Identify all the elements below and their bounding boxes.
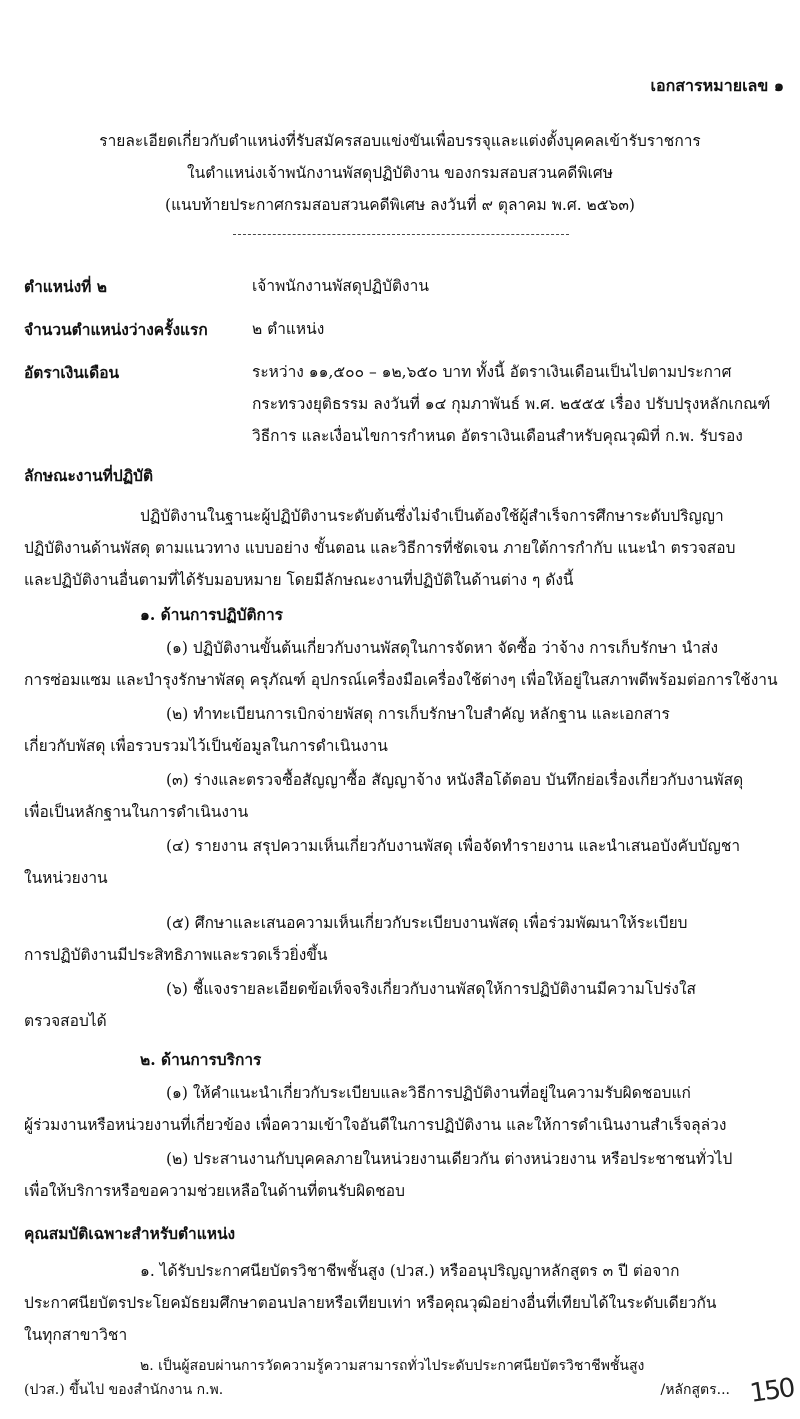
qualification-1-line-3: ในทุกสาขาวิชา xyxy=(24,1326,128,1344)
qualifications-heading: คุณสมบัติเฉพาะสำหรับตำแหน่ง xyxy=(24,1224,236,1243)
job-nature-heading: ลักษณะงานที่ปฏิบัติ xyxy=(24,466,154,485)
salary-label: อัตราเงินเดือน xyxy=(24,363,120,382)
qualification-1-line-1: ๑. ได้รับประกาศนียบัตรวิชาชีพชั้นสูง (ปวส.) หรืออนุปริญญาหลักสูตร ๓ ปี ต่อจาก xyxy=(140,1262,680,1280)
job-nature-intro-2: ปฏิบัติงานด้านพัสดุ ตามแนวทาง แบบอย่าง ขั้นตอน และวิธีการที่ชัดเจน ภายใต้การกำกับ แนะนำ ตรวจสอบ xyxy=(24,539,736,557)
salary-line-2: กระทรวงยุติธรรม ลงวันที่ ๑๔ กุมภาพันธ์ พ.ศ. ๒๕๕๕ เรื่อง ปรับปรุงหลักเกณฑ์ xyxy=(252,395,771,413)
operations-item-6-line-2: ตรวจสอบได้ xyxy=(24,1012,107,1030)
document-number: เอกสารหมายเลข ๑ xyxy=(650,76,784,95)
job-nature-intro-3: และปฏิบัติงานอื่นตามที่ได้รับมอบหมาย โดยมีลักษณะงานที่ปฏิบัติในด้านต่าง ๆ ดังนี้ xyxy=(24,571,574,589)
services-item-1-line-1: (๑) ให้คำแนะนำเกี่ยวกับระเบียบและวิธีการปฏิบัติงานที่อยู่ในความรับผิดชอบแก่ xyxy=(166,1084,691,1102)
vacancies-value: ๒ ตำแหน่ง xyxy=(252,320,325,338)
services-item-2-line-1: (๒) ประสานงานกับบุคคลภายในหน่วยงานเดียวกัน ต่างหน่วยงาน หรือประชาชนทั่วไป xyxy=(166,1150,733,1168)
continuation-note: /หลักสูตร... xyxy=(660,1382,730,1398)
operations-item-5-line-1: (๕) ศึกษาและเสนอความเห็นเกี่ยวกับระเบียบงานพัสดุ เพื่อร่วมพัฒนาให้ระเบียบ xyxy=(166,914,688,932)
operations-heading: ๑. ด้านการปฏิบัติการ xyxy=(140,605,283,624)
salary-line-1: ระหว่าง ๑๑,๕๐๐ – ๑๒,๖๕๐ บาท ทั้งนี้ อัตราเงินเดือนเป็นไปตามประกาศ xyxy=(252,363,732,381)
qualification-1-line-2: ประกาศนียบัตรประโยคมัธยมศึกษาตอนปลายหรือเทียบเท่า หรือคุณวุฒิอย่างอื่นที่เทียบได้ในระดับเดียวกัน xyxy=(24,1294,717,1312)
operations-item-3-line-2: เพื่อเป็นหลักฐานในการดำเนินงาน xyxy=(24,803,249,821)
operations-item-3-line-1: (๓) ร่างและตรวจซื้อสัญญาซื้อ สัญญาจ้าง หนังสือโต้ตอบ บันทึกย่อเรื่องเกี่ยวกับงานพัสดุ xyxy=(166,771,744,789)
position-value: เจ้าพนักงานพัสดุปฏิบัติงาน xyxy=(252,277,429,295)
operations-item-6-line-1: (๖) ชี้แจงรายละเอียดข้อเท็จจริงเกี่ยวกับงานพัสดุให้การปฏิบัติงานมีความโปร่งใส xyxy=(166,980,697,998)
header-line-3: (แนบท้ายประกาศกรมสอบสวนคดีพิเศษ ลงวันที่ ๙ ตุลาคม พ.ศ. ๒๕๖๓) xyxy=(165,196,635,214)
handwritten-page-mark: 150 xyxy=(748,1373,796,1409)
vacancies-label: จำนวนตำแหน่งว่างครั้งแรก xyxy=(24,320,208,339)
services-item-2-line-2: เพื่อให้บริการหรือขอความช่วยเหลือในด้านที่ตนรับผิดชอบ xyxy=(24,1182,405,1200)
operations-item-5-line-2: การปฏิบัติงานมีประสิทธิภาพและรวดเร็วยิ่งขึ้น xyxy=(24,946,328,964)
header-line-2: ในตำแหน่งเจ้าพนักงานพัสดุปฏิบัติงาน ของกรมสอบสวนคดีพิเศษ xyxy=(187,164,613,182)
operations-item-1-line-1: (๑) ปฏิบัติงานขั้นต้นเกี่ยวกับงานพัสดุในการจัดหา จัดซื้อ ว่าจ้าง การเก็บรักษา นำส่ง xyxy=(166,639,719,657)
operations-item-2-line-2: เกี่ยวกับพัสดุ เพื่อรวบรวมไว้เป็นข้อมูลในการดำเนินงาน xyxy=(24,737,388,755)
operations-item-4-line-1: (๔) รายงาน สรุปความเห็นเกี่ยวกับงานพัสดุ เพื่อจัดทำรายงาน และนำเสนอบังคับบัญชา xyxy=(166,837,741,855)
operations-item-2-line-1: (๒) ทำทะเบียนการเบิกจ่ายพัสดุ การเก็บรักษาใบสำคัญ หลักฐาน และเอกสาร xyxy=(166,705,670,723)
operations-item-4-line-2: ในหน่วยงาน xyxy=(24,869,108,887)
qualification-2-line-2: (ปวส.) ขึ้นไป ของสำนักงาน ก.พ. xyxy=(24,1382,224,1398)
services-item-1-line-2: ผู้ร่วมงานหรือหน่วยงานที่เกี่ยวข้อง เพื่อความเข้าใจอันดีในการปฏิบัติงาน และให้การดำเนินงานสำเร็จลุล่วง xyxy=(24,1116,727,1134)
services-heading: ๒. ด้านการบริการ xyxy=(140,1050,262,1069)
qualification-2-line-1: ๒. เป็นผู้สอบผ่านการวัดความรู้ความสามารถทั่วไประดับประกาศนียบัตรวิชาชีพชั้นสูง xyxy=(140,1358,645,1374)
operations-item-1-line-2: การซ่อมแซม และบำรุงรักษาพัสดุ ครุภัณฑ์ อุปกรณ์เครื่องมือเครื่องใช้ต่างๆ เพื่อให้อยู่ในสภาพดีพร้อมต่อการใช้งาน xyxy=(24,671,778,689)
job-nature-intro-1: ปฏิบัติงานในฐานะผู้ปฏิบัติงานระดับต้นซึ่งไม่จำเป็นต้องใช้ผู้สำเร็จการศึกษาระดับปริญญา xyxy=(140,507,724,525)
header-line-1: รายละเอียดเกี่ยวกับตำแหน่งที่รับสมัครสอบแข่งขันเพื่อบรรจุและแต่งตั้งบุคคลเข้ารับราชการ xyxy=(99,132,701,150)
header-divider xyxy=(233,234,569,235)
position-label: ตำแหน่งที่ ๒ xyxy=(24,277,107,296)
salary-line-3: วิธีการ และเงื่อนไขการกำหนด อัตราเงินเดือนสำหรับคุณวุฒิที่ ก.พ. รับรอง xyxy=(252,427,743,445)
